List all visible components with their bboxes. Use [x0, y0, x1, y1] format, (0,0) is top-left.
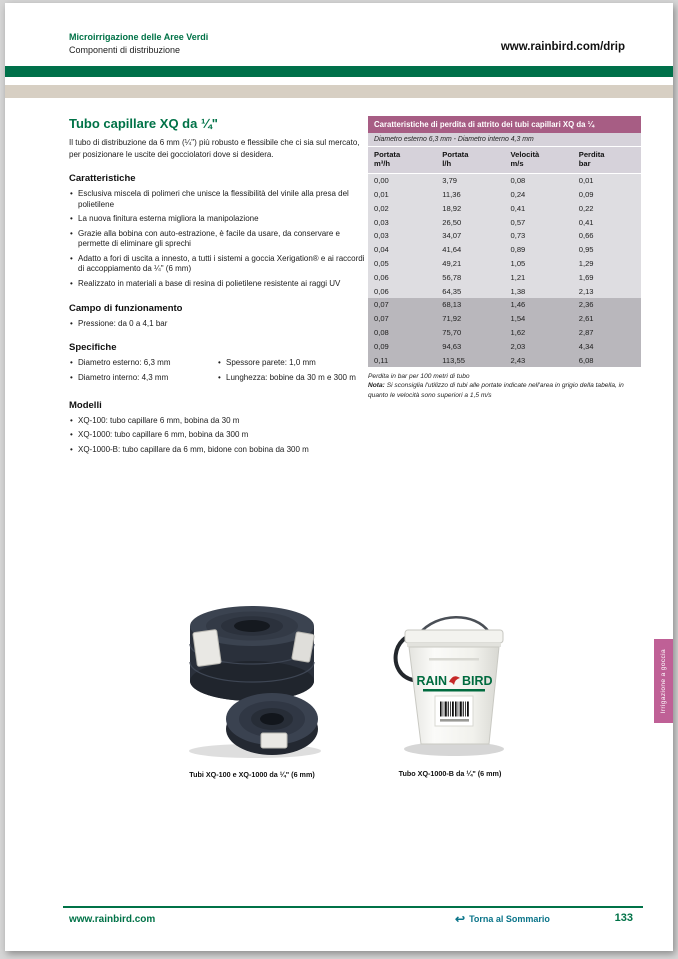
table-row [368, 188, 641, 202]
section-heading-specifiche: Specifiche [69, 342, 117, 354]
figure-bucket [381, 588, 519, 778]
header-breadcrumb [69, 32, 208, 55]
page-title: Tubo capillare XQ da ¼" [69, 116, 218, 131]
modelli-list [69, 416, 365, 455]
table-row [368, 353, 641, 367]
table-cell: 0,02 [368, 202, 436, 216]
table-row [368, 215, 641, 229]
header-green-bar [5, 66, 673, 77]
table-header-row [368, 147, 641, 173]
friction-loss-table [368, 116, 641, 401]
list-item: • Grazie alla bobina con auto-estrazione, è facile da usare, da conservare e permette di eliminare gli sprechi [69, 229, 365, 251]
table-cell: 0,04 [368, 243, 436, 257]
table-cell: 0,57 [505, 215, 573, 229]
list-item: • Spessore parete: 1,0 mm [217, 358, 365, 369]
table-cell: 0,24 [505, 188, 573, 202]
table-cell: 0,11 [368, 353, 436, 367]
campo-list [69, 319, 365, 330]
table-row [368, 257, 641, 271]
table-cell: 0,22 [573, 202, 641, 216]
product-intro: Il tubo di distribuzione da 6 mm (¼") più robusto e flessibile che ci sia sul mercato, per posizionare le uscite dei gocciolatori dove si desidera. [69, 138, 360, 159]
table-cell: 6,08 [573, 353, 641, 367]
header-url-link[interactable]: www.rainbird.com/drip [500, 41, 625, 53]
figure-coils [175, 581, 329, 779]
bucket-logo-bird: BIRD [461, 674, 493, 688]
table-cell: 1,69 [573, 270, 641, 284]
section-tab-irrigazione-a-goccia [654, 639, 673, 723]
table-row [368, 298, 641, 312]
table-row [368, 339, 641, 353]
bucket-photo [383, 588, 518, 760]
col-header-portata-lh: Portata l/h [436, 147, 504, 173]
table-cell: 75,70 [436, 326, 504, 340]
list-item: • Realizzato in materiali a base di resina di polietilene resistente ai raggi UV [69, 279, 365, 290]
coils-photo [177, 581, 327, 761]
coils-caption: Tubi XQ-100 e XQ-1000 da ¼" (6 mm) [189, 770, 315, 779]
table-cell: 71,92 [436, 312, 504, 326]
table-cell: 0,01 [573, 173, 641, 187]
specifiche-columns [69, 358, 365, 387]
section-heading-modelli: Modelli [69, 399, 102, 411]
header-category: Microirrigazione delle Aree Verdi [69, 32, 209, 42]
list-item: • Pressione: da 0 a 4,1 bar [69, 319, 365, 330]
table-cell: 113,55 [436, 353, 504, 367]
back-to-summary-label: Torna al Sommario [469, 914, 550, 924]
table-row [368, 270, 641, 284]
table-cell: 4,34 [573, 339, 641, 353]
table-cell: 0,95 [573, 243, 641, 257]
section-heading-campo: Campo di funzionamento [69, 302, 183, 314]
section-tab-label: Irrigazione a goccia [660, 648, 667, 714]
table-cell: 0,01 [368, 188, 436, 202]
col-header-perdita: Perdita bar [573, 147, 641, 173]
table-cell: 18,92 [436, 202, 504, 216]
table-cell: 1,46 [505, 298, 573, 312]
table-cell: 0,06 [368, 284, 436, 298]
table-cell: 1,21 [505, 270, 573, 284]
table-row [368, 284, 641, 298]
table-cell: 0,07 [368, 312, 436, 326]
document-page [5, 3, 673, 951]
table-row [368, 243, 641, 257]
list-item: • Adatto a fori di uscita a innesto, a tutti i sistemi a goccia Xerigation® e ai raccordi di accoppiamento da ¼" (6 mm) [69, 254, 365, 276]
back-to-summary-link[interactable] [455, 911, 550, 926]
page-number: 133 [614, 912, 633, 924]
list-item: • Diametro esterno: 6,3 mm [69, 358, 217, 369]
table-cell: 0,09 [368, 339, 436, 353]
product-description [69, 116, 365, 459]
list-item: • Esclusiva miscela di polimeri che unisce la flessibilità del vinile alla presa del polietilene [69, 189, 365, 211]
table-row [368, 312, 641, 326]
table-cell: 49,21 [436, 257, 504, 271]
table-cell: 2,87 [573, 326, 641, 340]
table-cell: 0,03 [368, 215, 436, 229]
table-cell: 0,66 [573, 229, 641, 243]
col-header-portata-m3h: Portata m³/h [368, 147, 436, 173]
list-item: • XQ-100: tubo capillare 6 mm, bobina da 30 m [69, 416, 365, 427]
bucket-logo-rain: RAIN [415, 674, 447, 688]
table-cell: 0,07 [368, 298, 436, 312]
table-cell: 0,06 [368, 270, 436, 284]
table-cell: 0,00 [368, 173, 436, 187]
friction-table-body [368, 173, 641, 366]
table-cell: 0,73 [505, 229, 573, 243]
specifiche-col1 [69, 358, 217, 387]
table-cell: 64,35 [436, 284, 504, 298]
table-cell: 94,63 [436, 339, 504, 353]
list-item: • Diametro interno: 4,3 mm [69, 373, 217, 384]
table-row [368, 326, 641, 340]
table-cell: 1,54 [505, 312, 573, 326]
back-arrow-icon: ↩ [455, 911, 466, 926]
table-cell: 0,09 [573, 188, 641, 202]
table-cell: 0,08 [505, 173, 573, 187]
table-cell: 41,64 [436, 243, 504, 257]
footnote-unit: Perdita in bar per 100 metri di tubo [368, 372, 470, 380]
table-row [368, 229, 641, 243]
table-cell: 2,43 [505, 353, 573, 367]
footer-site-link[interactable]: www.rainbird.com [69, 914, 156, 925]
table-cell: 3,79 [436, 173, 504, 187]
table-cell: 68,13 [436, 298, 504, 312]
table-cell: 1,05 [505, 257, 573, 271]
table-cell: 26,50 [436, 215, 504, 229]
header-beige-bar [5, 85, 673, 98]
table-title: Caratteristiche di perdita di attrito dei tubi capillari XQ da ¼ [368, 116, 641, 133]
list-item: • XQ-1000-B: tubo capillare da 6 mm, bidone con bobina da 300 m [69, 445, 365, 456]
col-header-velocita: Velocità m/s [505, 147, 573, 173]
table-cell: 34,07 [436, 229, 504, 243]
table-cell: 56,78 [436, 270, 504, 284]
table-cell: 0,05 [368, 257, 436, 271]
footer-divider [63, 906, 643, 908]
table-subtitle: Diametro esterno 6,3 mm - Diametro interno 4,3 mm [368, 133, 641, 147]
specifiche-col2 [217, 358, 365, 387]
table-row [368, 202, 641, 216]
table-cell: 2,61 [573, 312, 641, 326]
caratteristiche-list [69, 189, 365, 289]
table-cell: 1,62 [505, 326, 573, 340]
bucket-caption: Tubo XQ-1000-B da ¼" (6 mm) [398, 769, 502, 778]
table-cell: 0,89 [505, 243, 573, 257]
table-footnotes [368, 372, 641, 401]
section-heading-caratteristiche: Caratteristiche [69, 173, 136, 185]
table-cell: 0,41 [505, 202, 573, 216]
list-item: • XQ-1000: tubo capillare 6 mm, bobina da 300 m [69, 430, 365, 441]
table-row [368, 173, 641, 187]
header-subcategory: Componenti di distribuzione [69, 45, 181, 55]
table-cell: 2,13 [573, 284, 641, 298]
table-cell: 0,08 [368, 326, 436, 340]
list-item: • Lunghezza: bobine da 30 m e 300 m [217, 373, 365, 384]
table-cell: 0,41 [573, 215, 641, 229]
table-cell: 2,36 [573, 298, 641, 312]
table-cell: 1,38 [505, 284, 573, 298]
list-item: • La nuova finitura esterna migliora la manipolazione [69, 214, 365, 225]
table-cell: 11,36 [436, 188, 504, 202]
footnote-warning: Nota: Si sconsiglia l'utilizzo di tubi alle portate indicate nell'area in grigio della tabella, in quanto le velocità sono superiori a 1,5 m/s [368, 382, 624, 399]
table-cell: 2,03 [505, 339, 573, 353]
table-cell: 0,03 [368, 229, 436, 243]
table-cell: 1,29 [573, 257, 641, 271]
